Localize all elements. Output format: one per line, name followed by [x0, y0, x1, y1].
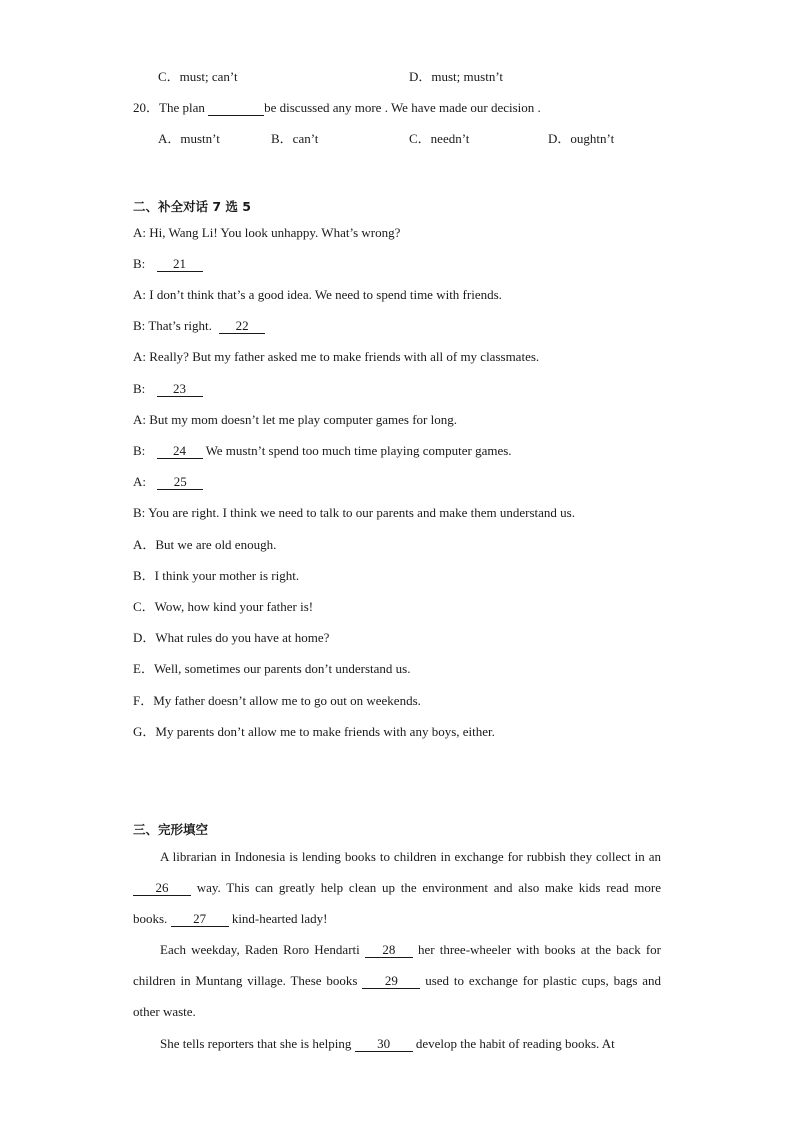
q20-option-a: A．mustn’t	[158, 131, 220, 146]
q20-stem-before: The plan	[159, 100, 205, 115]
choice-option-f: F．My father doesn’t allow me to go out on weekends.	[133, 693, 421, 708]
cloze-text: develop the habit of reading books. At	[415, 1036, 615, 1051]
dialogue-text: I don’t think that’s a good idea. We need to spend time with friends.	[149, 287, 502, 302]
cloze-text: She tells reporters that she is helping	[160, 1036, 352, 1051]
answer-blank-25: 25	[157, 475, 203, 490]
speaker-label: B:	[133, 318, 146, 333]
dialogue-line	[133, 349, 539, 365]
answer-blank-23: 23	[157, 382, 203, 397]
q20-option-d: D．oughtn’t	[548, 131, 615, 146]
cloze-text: way. This can greatly help clean up the environment and also make kids read more books.	[133, 880, 662, 926]
speaker-label: A:	[133, 287, 146, 302]
speaker-label: B:	[133, 256, 146, 271]
dialogue-line	[133, 474, 203, 490]
dialogue-text: Really? But my father asked me to make friends with all of my classmates.	[149, 349, 540, 364]
choice-option-e: E．Well, sometimes our parents don’t understand us.	[133, 661, 411, 676]
cloze-text: kind-hearted lady!	[231, 911, 328, 926]
dialogue-text: We mustn’t spend too much time playing computer games.	[205, 443, 512, 458]
choice-option-b: B．I think your mother is right.	[133, 568, 300, 583]
cloze-text: Each weekday, Raden Roro Hendarti	[160, 942, 360, 957]
q20-option-b: B．can’t	[271, 131, 319, 146]
dialogue-line	[133, 318, 265, 334]
choice-option-g: G．My parents don’t allow me to make friends with any boys, either.	[133, 724, 495, 739]
answer-blank-21: 21	[157, 257, 203, 272]
dialogue-line	[133, 443, 512, 459]
answer-blank-28: 28	[365, 943, 413, 958]
dialogue-line	[133, 505, 575, 521]
choice-option-c: C．Wow, how kind your father is!	[133, 599, 314, 614]
choice-option-a: A．But we are old enough.	[133, 537, 277, 552]
section3-heading: 三、完形填空	[133, 822, 209, 837]
q20-option-c: C．needn’t	[409, 131, 470, 146]
answer-blank-24: 24	[157, 444, 203, 459]
speaker-label: B:	[133, 443, 146, 458]
answer-blank-30: 30	[355, 1037, 413, 1052]
dialogue-line	[133, 225, 400, 241]
cloze-text: A librarian in Indonesia is lending books to children in exchange for rubbish they collect in an	[160, 849, 661, 864]
speaker-label: B:	[133, 505, 146, 520]
answer-blank-27: 27	[171, 912, 229, 927]
cloze-paragraph-3	[133, 1028, 661, 1059]
answer-blank-26: 26	[133, 881, 191, 896]
q20-blank	[208, 101, 264, 116]
speaker-label: A:	[133, 225, 146, 240]
speaker-label: A:	[133, 412, 146, 427]
dialogue-text: But my mom doesn’t let me play computer games for long.	[149, 412, 457, 427]
cloze-paragraph-2	[133, 934, 661, 1027]
answer-blank-29: 29	[362, 974, 420, 989]
answer-blank-22: 22	[219, 319, 265, 334]
choice-option-d: D．What rules do you have at home?	[133, 630, 330, 645]
dialogue-text: That’s right.	[148, 318, 212, 333]
dialogue-text: Hi, Wang Li! You look unhappy. What’s wrong?	[149, 225, 401, 240]
dialogue-line	[133, 381, 203, 397]
cloze-paragraph-1	[133, 841, 661, 934]
dialogue-line	[133, 256, 203, 272]
q20-number: 20．	[133, 100, 160, 115]
speaker-label: B:	[133, 381, 146, 396]
q20-stem-after: be discussed any more . We have made our decision .	[264, 100, 541, 115]
dialogue-line	[133, 287, 502, 303]
q20-stem	[133, 100, 541, 116]
q19-option-c: C．must; can’t	[158, 69, 238, 84]
cloze-text: her three-wheeler with books at the back for children in Muntang village. These books	[133, 942, 662, 988]
cloze-text: used to exchange for plastic cups, bags and other waste.	[133, 973, 662, 1019]
q19-option-d: D．must; mustn’t	[409, 69, 504, 84]
section2-heading: 二、补全对话 7 选 5	[133, 199, 251, 214]
speaker-label: A:	[133, 474, 146, 489]
speaker-label: A:	[133, 349, 146, 364]
dialogue-text: You are right. I think we need to talk to our parents and make them understand us.	[148, 505, 575, 520]
dialogue-line	[133, 412, 457, 428]
